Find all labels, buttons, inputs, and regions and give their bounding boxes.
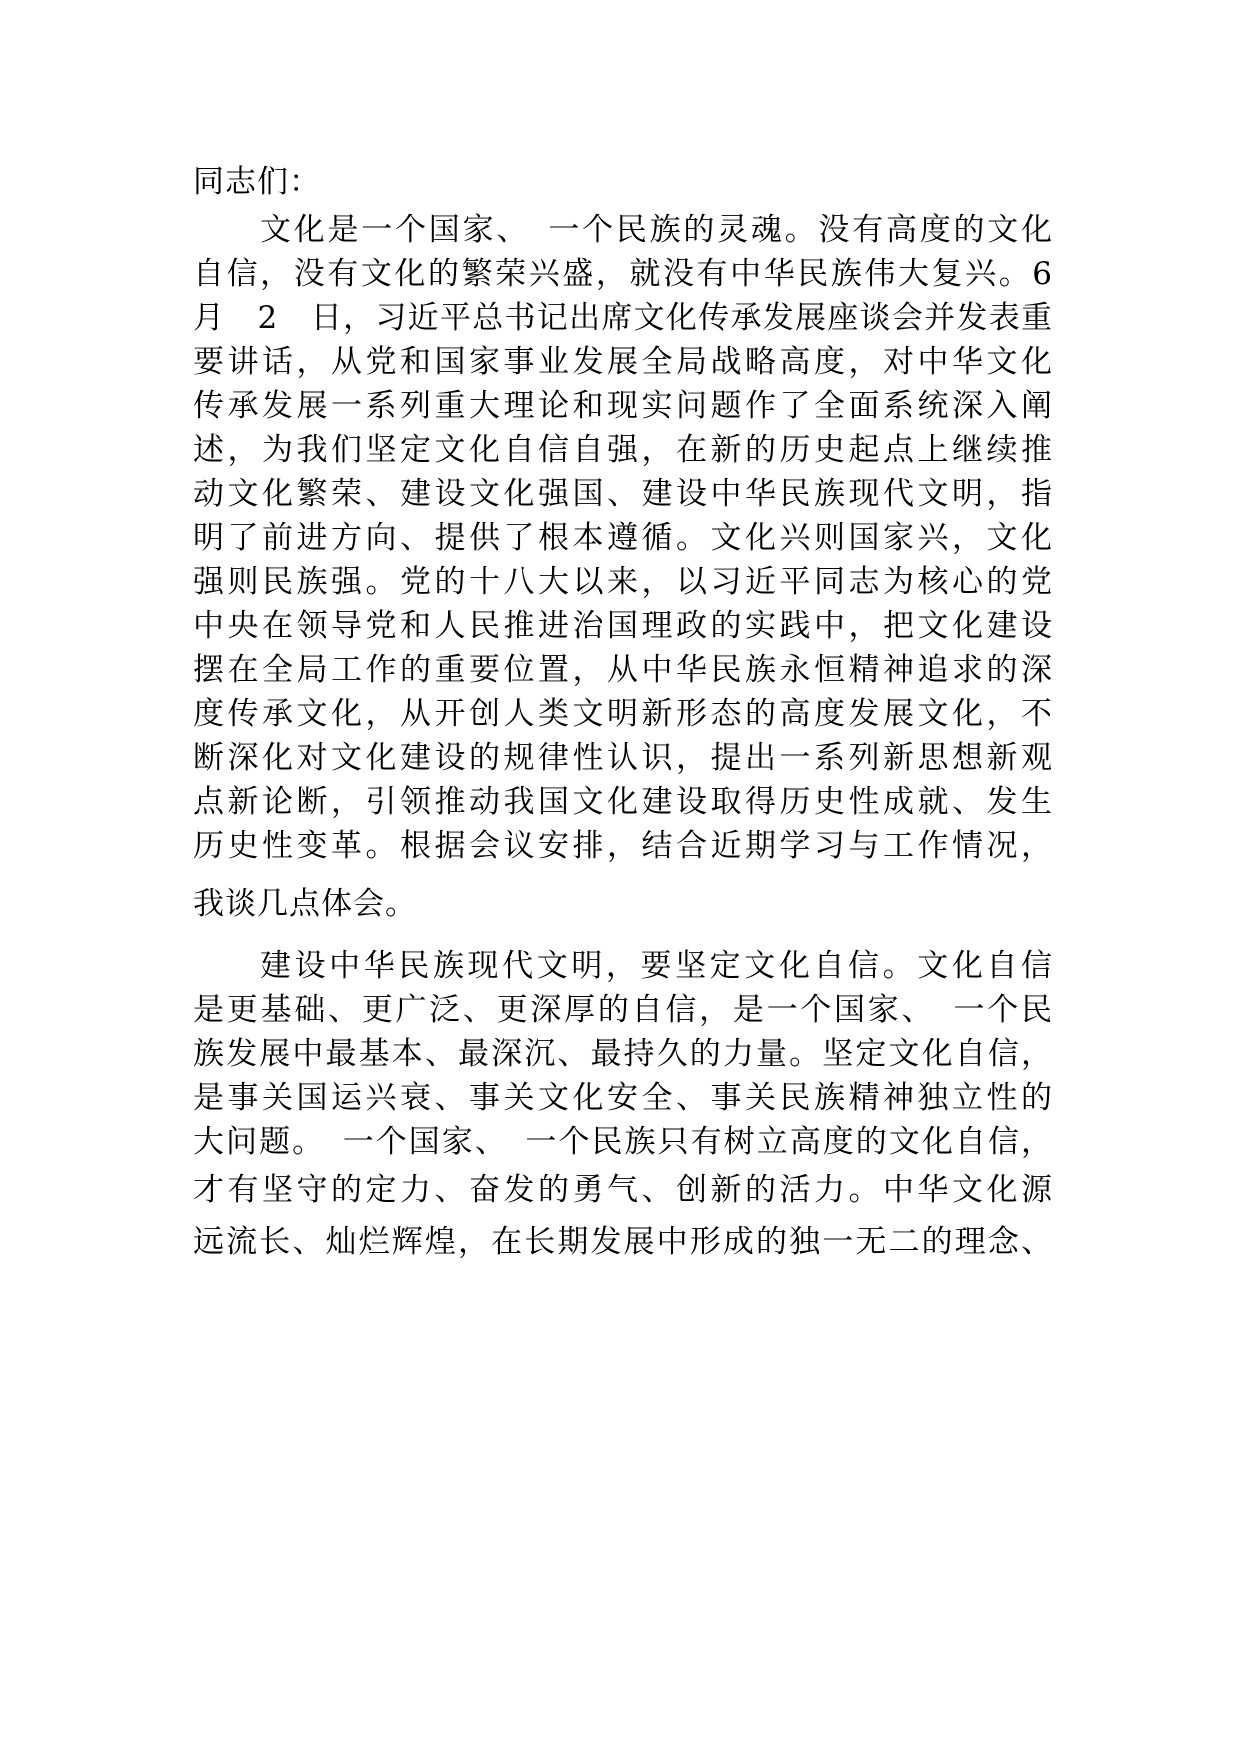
- salutation: 同志们：: [193, 164, 321, 200]
- paragraph-3-line-5: 大问题。 一个国家、 一个民族只有树立高度的文化自信，: [193, 1124, 1053, 1160]
- paragraph-1-line-3: 月 2 日，习近平总书记出席文化传承发展座谈会并发表重: [193, 300, 1053, 336]
- paragraph-3-line-6: 才有坚守的定力、奋发的勇气、创新的活力。中华文化源: [193, 1172, 1053, 1208]
- paragraph-3-line-4: 是事关国运兴衰、事关文化安全、事关民族精神独立性的: [193, 1080, 1053, 1116]
- paragraph-3-line-1: 建设中华民族现代文明，要坚定文化自信。文化自信: [260, 948, 1053, 984]
- paragraph-1-line-2: 自信，没有文化的繁荣兴盛，就没有中华民族伟大复兴。6: [193, 256, 1053, 292]
- paragraph-1-line-6: 述，为我们坚定文化自信自强，在新的历史起点上继续推: [193, 432, 1053, 468]
- paragraph-3-line-3: 族发展中最基本、最深沉、最持久的力量。坚定文化自信，: [193, 1036, 1053, 1072]
- paragraph-1-line-9: 强则民族强。党的十八大以来，以习近平同志为核心的党: [193, 564, 1053, 600]
- paragraph-1-line-8: 明了前进方向、提供了根本遵循。文化兴则国家兴，文化: [193, 520, 1053, 556]
- paragraph-1-line-1: 文化是一个国家、 一个民族的灵魂。没有高度的文化: [260, 212, 1053, 248]
- paragraph-1-line-10: 中央在领导党和人民推进治国理政的实践中，把文化建设: [193, 608, 1053, 644]
- paragraph-1-line-13: 断深化对文化建设的规律性认识，提出一系列新思想新观: [193, 740, 1053, 776]
- paragraph-2-line-1: 我谈几点体会。: [193, 886, 417, 922]
- paragraph-1-line-7: 动文化繁荣、建设文化强国、建设中华民族现代文明，指: [193, 476, 1053, 512]
- paragraph-3-line-7: 远流长、灿烂辉煌，在长期发展中形成的独一无二的理念、: [193, 1224, 1053, 1260]
- paragraph-3-line-2: 是更基础、更广泛、更深厚的自信，是一个国家、 一个民: [193, 992, 1053, 1028]
- paragraph-1-line-11: 摆在全局工作的重要位置，从中华民族永恒精神追求的深: [193, 652, 1053, 688]
- paragraph-1-line-12: 度传承文化，从开创人类文明新形态的高度发展文化，不: [193, 696, 1053, 732]
- paragraph-1-line-5: 传承发展一系列重大理论和现实问题作了全面系统深入阐: [193, 388, 1053, 424]
- paragraph-1-line-15: 历史性变革。根据会议安排，结合近期学习与工作情况，: [193, 828, 1053, 864]
- paragraph-1-line-14: 点新论断，引领推动我国文化建设取得历史性成就、发生: [193, 784, 1053, 820]
- paragraph-1-line-4: 要讲话，从党和国家事业发展全局战略高度，对中华文化: [193, 344, 1053, 380]
